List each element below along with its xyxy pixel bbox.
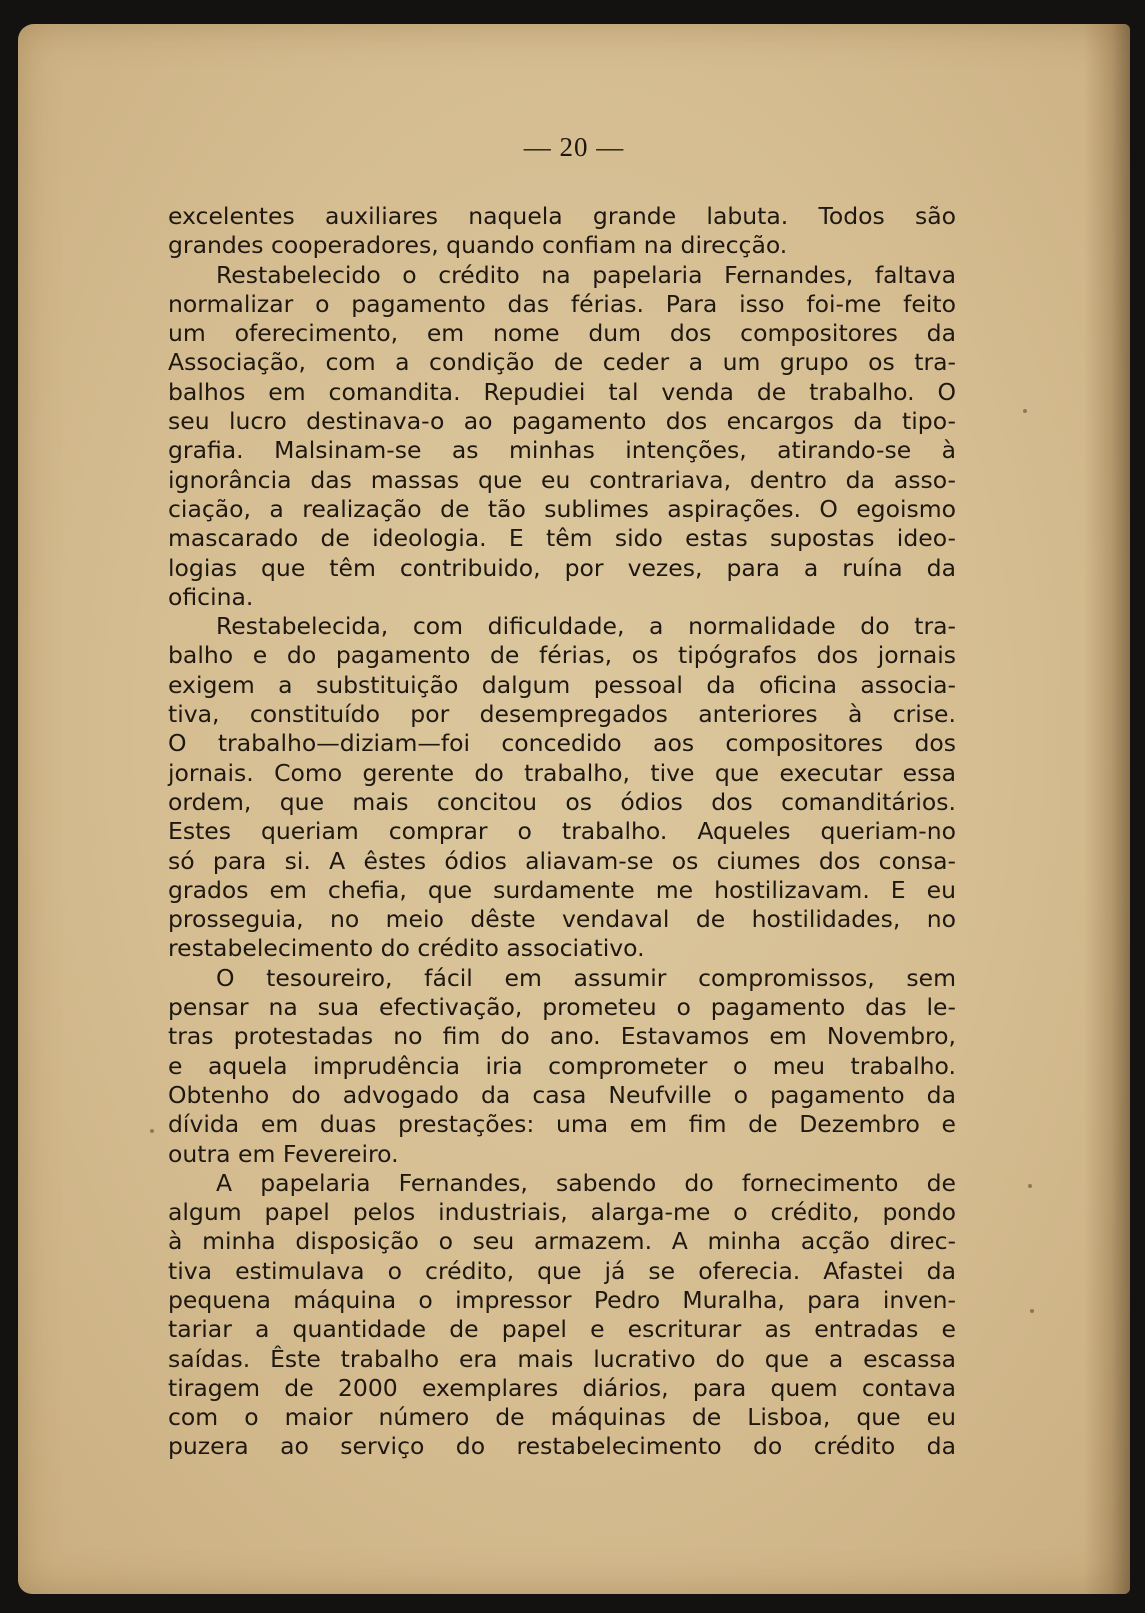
body-text xyxy=(168,202,956,1462)
paper-speck xyxy=(150,1129,154,1133)
text-line: grandes cooperadores, quando confiam na direcção. xyxy=(168,231,788,260)
text-line: Restabelecida, com dificuldade, a normalidade do tra- xyxy=(216,612,956,641)
text-line: O trabalho—diziam—foi concedido aos compositores dos xyxy=(168,729,956,758)
text-line: ordem, que mais concitou os ódios dos comanditários. xyxy=(168,787,956,816)
book-page xyxy=(18,24,1130,1594)
text-line: A papelaria Fernandes, sabendo do fornecimento de xyxy=(216,1168,956,1197)
text-line: normalizar o pagamento das férias. Para isso foi-me feito xyxy=(168,289,956,318)
text-line: mascarado de ideologia. E têm sido estas supostas ideo- xyxy=(168,524,956,553)
text-line: algum papel pelos industriais, alarga-me o crédito, pondo xyxy=(168,1198,956,1227)
text-line: outra em Fevereiro. xyxy=(168,1139,399,1168)
text-line: ignorância das massas que eu contrariava, dentro da asso- xyxy=(168,465,956,494)
text-line: grafia. Malsinam-se as minhas intenções, atirando-se à xyxy=(168,436,956,465)
text-line: um oferecimento, em nome dum dos compositores da xyxy=(168,319,956,348)
text-line: tiragem de 2000 exemplares diários, para quem contava xyxy=(168,1373,956,1402)
text-line: à minha disposição o seu armazem. A minha acção direc- xyxy=(168,1227,956,1256)
text-line: com o maior número de máquinas de Lisboa, que eu xyxy=(168,1403,956,1432)
paper-speck xyxy=(1030,1309,1034,1313)
text-line: dívida em duas prestações: uma em fim de Dezembro e xyxy=(168,1110,956,1139)
paper-speck xyxy=(1023,409,1027,413)
text-line: tariar a quantidade de papel e escriturar as entradas e xyxy=(168,1315,956,1344)
text-line: Estes queriam comprar o trabalho. Aqueles queriam-no xyxy=(168,817,956,846)
text-line: tiva estimulava o crédito, que já se oferecia. Afastei da xyxy=(168,1256,956,1285)
text-line: prosseguia, no meio dêste vendaval de hostilidades, no xyxy=(168,905,956,934)
text-line: logias que têm contribuido, por vezes, para a ruína da xyxy=(168,553,956,582)
text-line: tiva, constituído por desempregados anteriores à crise. xyxy=(168,700,956,729)
text-line: restabelecimento do crédito associativo. xyxy=(168,934,645,963)
text-line: pequena máquina o impressor Pedro Muralha, para inven- xyxy=(168,1285,956,1314)
text-line: excelentes auxiliares naquela grande labuta. Todos são xyxy=(168,202,956,230)
text-line: e aquela imprudência iria comprometer o meu trabalho. xyxy=(168,1051,956,1080)
text-line: oficina. xyxy=(168,582,254,611)
text-line: exigem a substituição dalgum pessoal da oficina associa- xyxy=(168,670,956,699)
text-line: tras protestadas no fim do ano. Estavamos em Novembro, xyxy=(168,1022,956,1051)
page-number: — 20 — xyxy=(523,132,625,162)
text-line: balhos em comandita. Repudiei tal venda de trabalho. O xyxy=(168,377,956,406)
paper-speck xyxy=(1028,1184,1032,1188)
text-line: puzera ao serviço do restabelecimento do crédito da xyxy=(168,1432,956,1461)
text-line: só para si. A êstes ódios aliavam-se os ciumes dos consa- xyxy=(168,846,956,875)
text-line: Restabelecido o crédito na papelaria Fernandes, faltava xyxy=(216,260,956,289)
text-line: Associação, com a condição de ceder a um grupo os tra- xyxy=(168,348,956,377)
text-line: ciação, a realização de tão sublimes aspirações. O egoismo xyxy=(168,494,956,523)
page-edge-shadow xyxy=(1084,24,1130,1594)
text-line: jornais. Como gerente do trabalho, tive que executar essa xyxy=(168,758,956,787)
text-line: O tesoureiro, fácil em assumir compromissos, sem xyxy=(216,963,956,992)
text-line: pensar na sua efectivação, prometeu o pagamento das le- xyxy=(168,993,956,1022)
text-line: seu lucro destinava-o ao pagamento dos encargos da tipo- xyxy=(168,407,956,436)
text-line: saídas. Êste trabalho era mais lucrativo do que a escassa xyxy=(168,1344,956,1373)
text-line: grados em chefia, que surdamente me hostilizavam. E eu xyxy=(168,875,956,904)
text-line: balho e do pagamento de férias, os tipógrafos dos jornais xyxy=(168,641,956,670)
text-line: Obtenho do advogado da casa Neufville o pagamento da xyxy=(168,1080,956,1109)
